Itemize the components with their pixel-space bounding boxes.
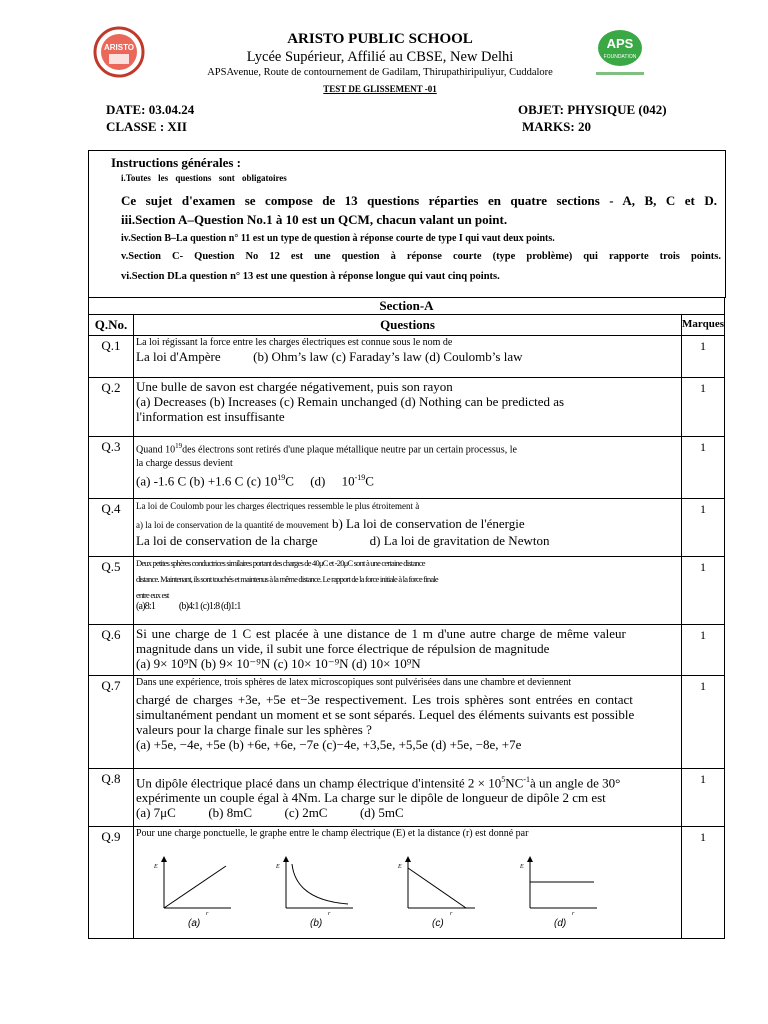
header-qno: Q.No. — [89, 315, 134, 336]
question-number: Q.2 — [89, 378, 134, 437]
graph-label: (a) — [188, 918, 201, 928]
instruction-iii: iii.Section A–Question No.1 à 10 est un QCM, chacun valant un point. — [121, 212, 508, 227]
question-marks: 1 — [682, 676, 725, 769]
instruction-v: v.Section C- Question No 12 est une question à réponse courte (type problème) qui rapporte trois points. — [121, 251, 721, 262]
question-line: La loi régissant la force entre les charges électriques est connue sous le nom de — [136, 337, 453, 348]
question-line: Deux petites sphères conductrices similaires portant des charges de 40μC et -20μC sont à une certaine distance — [136, 558, 425, 568]
total-marks: MARKS: 20 — [522, 119, 591, 134]
question-number: Q.3 — [89, 437, 134, 499]
question-text — [134, 499, 682, 557]
question-line: valeurs pour la charge finale sur les sphères ? — [136, 722, 372, 737]
question-number: Q.7 — [89, 676, 134, 769]
question-marks: 1 — [682, 625, 725, 676]
axis-label-e: E — [154, 864, 158, 870]
question-line: Si une charge de 1 C est placée à une distance de 1 m d'une autre charge de même valeur — [136, 626, 626, 641]
table-row — [89, 437, 725, 499]
question-line: Pour une charge ponctuelle, le graphe entre le champ électrique (E) et la distance (r) est donné par — [136, 828, 529, 839]
question-text — [134, 827, 682, 939]
instruction-vi: vi.Section DLa question n° 13 est une question à réponse longue qui vaut cinq points. — [121, 271, 500, 282]
table-row — [89, 827, 725, 939]
table-row — [89, 499, 725, 557]
left-logo-text: ARISTO — [103, 43, 135, 52]
question-line: expérimente un couple égal à 4Nm. La charge sur le dipôle de longueur de dipôle 2 cm est — [136, 790, 606, 806]
question-options: (a) 9× 10⁹N (b) 9× 10⁻⁹N (c) 10× 10⁻⁹N (d) 10× 10⁹N — [136, 656, 421, 671]
table-row — [89, 625, 725, 676]
instruction-i: i.Toutes les questions sont obligatoires — [121, 173, 287, 183]
question-text — [134, 769, 682, 827]
graph-c — [390, 848, 480, 928]
question-options: (a)8:1 (b)4:1 (c)1:8 (d)1:1 — [136, 601, 241, 612]
question-number: Q.5 — [89, 557, 134, 625]
axis-label-r: r — [206, 911, 209, 917]
question-options: (a) +5e, −4e, +5e (b) +6e, +6e, −7e (c)−4e, +3,5e, +5,5e (d) +5e, −8e, +7e — [136, 737, 522, 752]
instruction-ii: Ce sujet d'examen se compose de 13 questions réparties en quatre sections - A, B, C et D. — [121, 193, 717, 208]
graph-b — [268, 848, 358, 928]
school-logo-left — [93, 26, 145, 78]
question-text — [134, 378, 682, 437]
question-options: (a) -1.6 C (b) +1.6 C (c) $10^{19}C$ (d) $10^{-19}C$ — [136, 473, 374, 489]
question-options: (a) 7μC (b) 8mC (c) 2mC (d) 5mC — [136, 805, 404, 821]
question-text — [134, 625, 682, 676]
question-marks: 1 — [682, 437, 725, 499]
question-marks: 1 — [682, 336, 725, 378]
graph-options — [136, 840, 679, 928]
table-header-row — [89, 315, 725, 336]
question-number: Q.9 — [89, 827, 134, 939]
table-row — [89, 769, 725, 827]
question-number: Q.6 — [89, 625, 134, 676]
question-line: La loi de Coulomb pour les charges électriques ressemble le plus étroitement à — [136, 501, 420, 511]
axis-label-r: r — [450, 911, 453, 917]
question-text — [134, 336, 682, 378]
questions-table — [88, 297, 725, 939]
question-line: magnitude dans un vide, il subit une force électrique de répulsion de magnitude — [136, 641, 550, 656]
classe: CLASSE : XII — [106, 119, 187, 134]
question-line: distance. Maintenant, ils sont touchés et maintenus à la même distance. Le rapport de la force initiale à la force finale — [136, 574, 438, 584]
question-line: chargé de charges +3e, +5e et−3e respectivement. Les trois sphères sont entrées en contact — [136, 692, 633, 707]
axis-label-r: r — [328, 911, 331, 917]
right-logo-sub: FOUNDATION — [603, 54, 637, 60]
table-row — [89, 336, 725, 378]
question-line: entre eux est — [136, 590, 169, 600]
question-marks: 1 — [682, 378, 725, 437]
question-marks: 1 — [682, 827, 725, 939]
table-row — [89, 378, 725, 437]
graph-label: (b) — [310, 918, 323, 928]
question-marks: 1 — [682, 769, 725, 827]
right-logo-text: APS — [606, 36, 634, 51]
question-options: La loi de conservation de la charge d) La loi de gravitation de Newton — [136, 533, 550, 548]
axis-label-e: E — [520, 864, 524, 870]
graph-d — [512, 848, 602, 928]
question-number: Q.4 — [89, 499, 134, 557]
question-text — [134, 557, 682, 625]
question-marks: 1 — [682, 499, 725, 557]
question-marks: 1 — [682, 557, 725, 625]
question-number: Q.1 — [89, 336, 134, 378]
header-questions: Questions — [134, 315, 682, 336]
section-title: Section-A — [89, 298, 725, 315]
affiliation: Lycée Supérieur, Affilié au CBSE, New Delhi — [246, 49, 514, 65]
graph-a — [146, 848, 236, 928]
table-row — [89, 557, 725, 625]
table-row — [89, 676, 725, 769]
axis-label-e: E — [398, 864, 402, 870]
school-name: ARISTO PUBLIC SCHOOL — [287, 31, 473, 47]
question-line: Une bulle de savon est chargée négativement, puis son rayon — [136, 379, 453, 394]
graph-label: (d) — [554, 918, 567, 928]
instruction-iv: iv.Section B–La question n° 11 est un type de question à réponse courte de type I qui vaut deux points. — [121, 233, 555, 244]
question-line: Dans une expérience, trois sphères de latex microscopiques sont pulvérisées dans une chambre et deviennent — [136, 677, 572, 688]
question-text — [134, 437, 682, 499]
question-line: Un dipôle électrique placé dans un champ électrique d'intensité $2 \times 10^5NC^{-1}à$ un angle de 30° — [136, 775, 621, 791]
header-marks: Marques — [682, 315, 725, 336]
instructions-title: Instructions générales : — [111, 155, 241, 170]
question-number: Q.8 — [89, 769, 134, 827]
question-text — [134, 676, 682, 769]
question-options: (a) Decreases (b) Increases (c) Remain unchanged (d) Nothing can be predicted as — [136, 394, 565, 409]
instructions-box — [88, 150, 726, 298]
address: APSAvenue, Route de contournement de Gadilam, Thirupathiripuliyur, Cuddalore — [207, 67, 553, 78]
subject: OBJET: PHYSIQUE (042) — [518, 102, 667, 117]
axis-label-e: E — [276, 864, 280, 870]
question-options: a) la loi de conservation de la quantité de mouvement b) La loi de conservation de l'énergie — [136, 516, 525, 531]
test-title: TEST DE GLISSEMENT -01 — [323, 84, 437, 94]
date: DATE: 03.04.24 — [106, 102, 195, 117]
graph-label: (c) — [432, 918, 444, 928]
question-options: La loi d'Ampère (b) Ohm’s law (c) Faraday’s law (d) Coulomb’s law — [136, 349, 523, 364]
question-line: la charge dessus devient — [136, 458, 233, 470]
question-line: l'information est insuffisante — [136, 409, 285, 424]
question-line: Quand $10^{19}des$ électrons sont retirés d'une plaque métallique neutre par un certain processus, le — [136, 442, 517, 456]
question-line: simultanément pendant un moment et se sont séparés. Lequel des éléments suivants est possible — [136, 707, 635, 722]
axis-label-r: r — [572, 911, 575, 917]
